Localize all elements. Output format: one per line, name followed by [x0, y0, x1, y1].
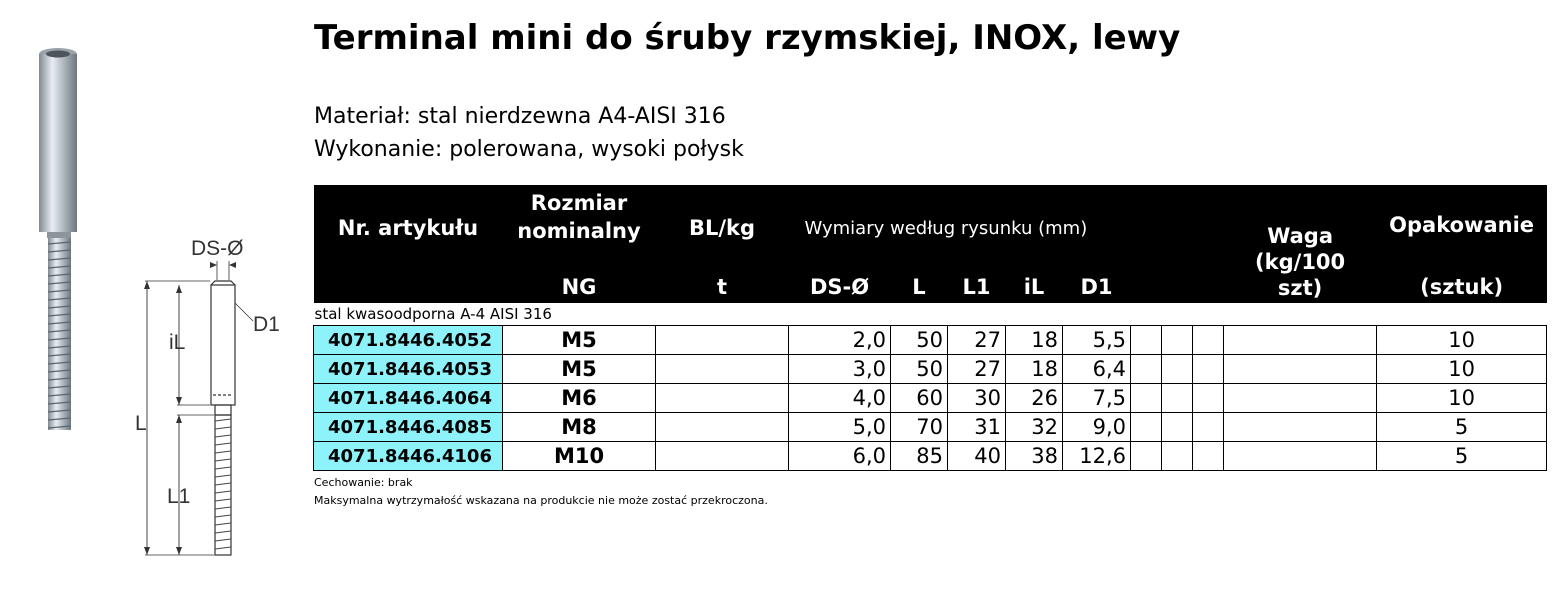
- header-size-sub: NG: [503, 271, 656, 303]
- cell-weight: [1224, 355, 1377, 384]
- technical-drawing: [125, 225, 300, 570]
- cell-pack: 5: [1377, 442, 1547, 471]
- cell-ds: 6,0: [789, 442, 891, 471]
- table-row: [314, 413, 1547, 442]
- page-title: Terminal mini do śruby rzymskiej, INOX, lewy: [314, 18, 1181, 58]
- header-bl-sub: t: [656, 271, 789, 303]
- cell-pack: 10: [1377, 355, 1547, 384]
- cell-l1: 40: [948, 442, 1006, 471]
- cell-bl: [656, 355, 789, 384]
- cell-d1: 6,4: [1063, 355, 1131, 384]
- cell-ds: 5,0: [789, 413, 891, 442]
- cell-d1: 5,5: [1063, 326, 1131, 355]
- cell-article: 4071.8446.4052: [314, 326, 503, 355]
- header-spacer: [1162, 271, 1193, 303]
- header-pack-sub: (sztuk): [1377, 271, 1547, 303]
- header-article: Nr. artykułu: [314, 185, 503, 271]
- cell-ds: 3,0: [789, 355, 891, 384]
- table-header-row: [314, 185, 1547, 271]
- cell-pack: 5: [1377, 413, 1547, 442]
- material-line: Materiał: stal nierdzewna A4-AISI 316: [314, 104, 726, 129]
- cell-d1: 12,6: [1063, 442, 1131, 471]
- cell-article: 4071.8446.4053: [314, 355, 503, 384]
- cell-article: 4071.8446.4064: [314, 384, 503, 413]
- finish-line: Wykonanie: polerowana, wysoki połysk: [314, 137, 744, 162]
- header-weight-line2: (kg/100: [1255, 250, 1346, 274]
- header-dim-d1: D1: [1063, 271, 1131, 303]
- cell-ds: 4,0: [789, 384, 891, 413]
- cell-bl: [656, 442, 789, 471]
- cell-ng: M5: [503, 326, 656, 355]
- cell-pack: 10: [1377, 326, 1547, 355]
- header-dim-l1: L1: [948, 271, 1006, 303]
- cell-il: 18: [1006, 355, 1063, 384]
- header-size: [503, 185, 656, 271]
- cell-l: 50: [891, 326, 948, 355]
- table-row: [314, 326, 1547, 355]
- cell-l: 60: [891, 384, 948, 413]
- cell-l1: 27: [948, 326, 1006, 355]
- cell-empty: [1131, 413, 1162, 442]
- header-weight-line3: szt): [1277, 276, 1323, 300]
- cell-d1: 7,5: [1063, 384, 1131, 413]
- cell-empty: [1193, 442, 1224, 471]
- cell-pack: 10: [1377, 384, 1547, 413]
- header-bl: BL/kg: [656, 185, 789, 271]
- cell-bl: [656, 384, 789, 413]
- cell-empty: [1162, 442, 1193, 471]
- cell-empty: [1162, 413, 1193, 442]
- header-dimensions: Wymiary według rysunku (mm): [789, 185, 1224, 271]
- cell-l: 70: [891, 413, 948, 442]
- header-weight: [1224, 185, 1377, 303]
- cell-weight: [1224, 442, 1377, 471]
- cell-l: 85: [891, 442, 948, 471]
- header-size-line1: Rozmiar: [530, 191, 628, 215]
- header-dim-ds: DS-Ø: [789, 271, 891, 303]
- header-pack: Opakowanie: [1377, 185, 1547, 271]
- cell-ds: 2,0: [789, 326, 891, 355]
- cell-d1: 9,0: [1063, 413, 1131, 442]
- header-spacer: [1131, 271, 1162, 303]
- cell-empty: [1131, 384, 1162, 413]
- cell-l1: 31: [948, 413, 1006, 442]
- cell-ng: M8: [503, 413, 656, 442]
- material-row: [314, 303, 1547, 326]
- cell-ng: M5: [503, 355, 656, 384]
- cell-il: 38: [1006, 442, 1063, 471]
- header-dim-il: iL: [1006, 271, 1063, 303]
- cell-article: 4071.8446.4106: [314, 442, 503, 471]
- cell-weight: [1224, 326, 1377, 355]
- cell-l1: 27: [948, 355, 1006, 384]
- table-row: [314, 355, 1547, 384]
- cell-il: 26: [1006, 384, 1063, 413]
- cell-ng: M10: [503, 442, 656, 471]
- product-photo: [20, 40, 110, 440]
- cell-l1: 30: [948, 384, 1006, 413]
- spec-table: [313, 185, 1547, 471]
- cell-empty: [1193, 413, 1224, 442]
- cell-empty: [1193, 384, 1224, 413]
- table-row: [314, 442, 1547, 471]
- drawing-label-l: L: [135, 412, 147, 435]
- cell-bl: [656, 413, 789, 442]
- strength-note: Maksymalna wytrzymałość wskazana na produkcie nie może zostać przekroczona.: [314, 494, 768, 507]
- marking-note: Cechowanie: brak: [314, 476, 413, 489]
- cell-empty: [1162, 326, 1193, 355]
- cell-ng: M6: [503, 384, 656, 413]
- cell-empty: [1193, 326, 1224, 355]
- cell-empty: [1162, 355, 1193, 384]
- cell-weight: [1224, 413, 1377, 442]
- drawing-label-ds: DS-Ø: [191, 237, 244, 260]
- cell-empty: [1131, 355, 1162, 384]
- cell-il: 18: [1006, 326, 1063, 355]
- cell-bl: [656, 326, 789, 355]
- cell-empty: [1131, 326, 1162, 355]
- table-row: [314, 384, 1547, 413]
- header-article-sub: [314, 271, 503, 303]
- cell-empty: [1162, 384, 1193, 413]
- cell-article: 4071.8446.4085: [314, 413, 503, 442]
- drawing-label-d1: D1: [253, 313, 280, 336]
- drawing-label-il: iL: [169, 331, 186, 354]
- cell-l: 50: [891, 355, 948, 384]
- header-weight-line1: Waga: [1267, 224, 1333, 248]
- cell-weight: [1224, 384, 1377, 413]
- cell-empty: [1193, 355, 1224, 384]
- header-spacer: [1193, 271, 1224, 303]
- cell-il: 32: [1006, 413, 1063, 442]
- material-row-label: stal kwasoodporna A-4 AISI 316: [314, 305, 552, 323]
- cell-empty: [1131, 442, 1162, 471]
- header-dim-l: L: [891, 271, 948, 303]
- drawing-label-l1: L1: [167, 485, 191, 508]
- header-size-line2: nominalny: [517, 219, 641, 243]
